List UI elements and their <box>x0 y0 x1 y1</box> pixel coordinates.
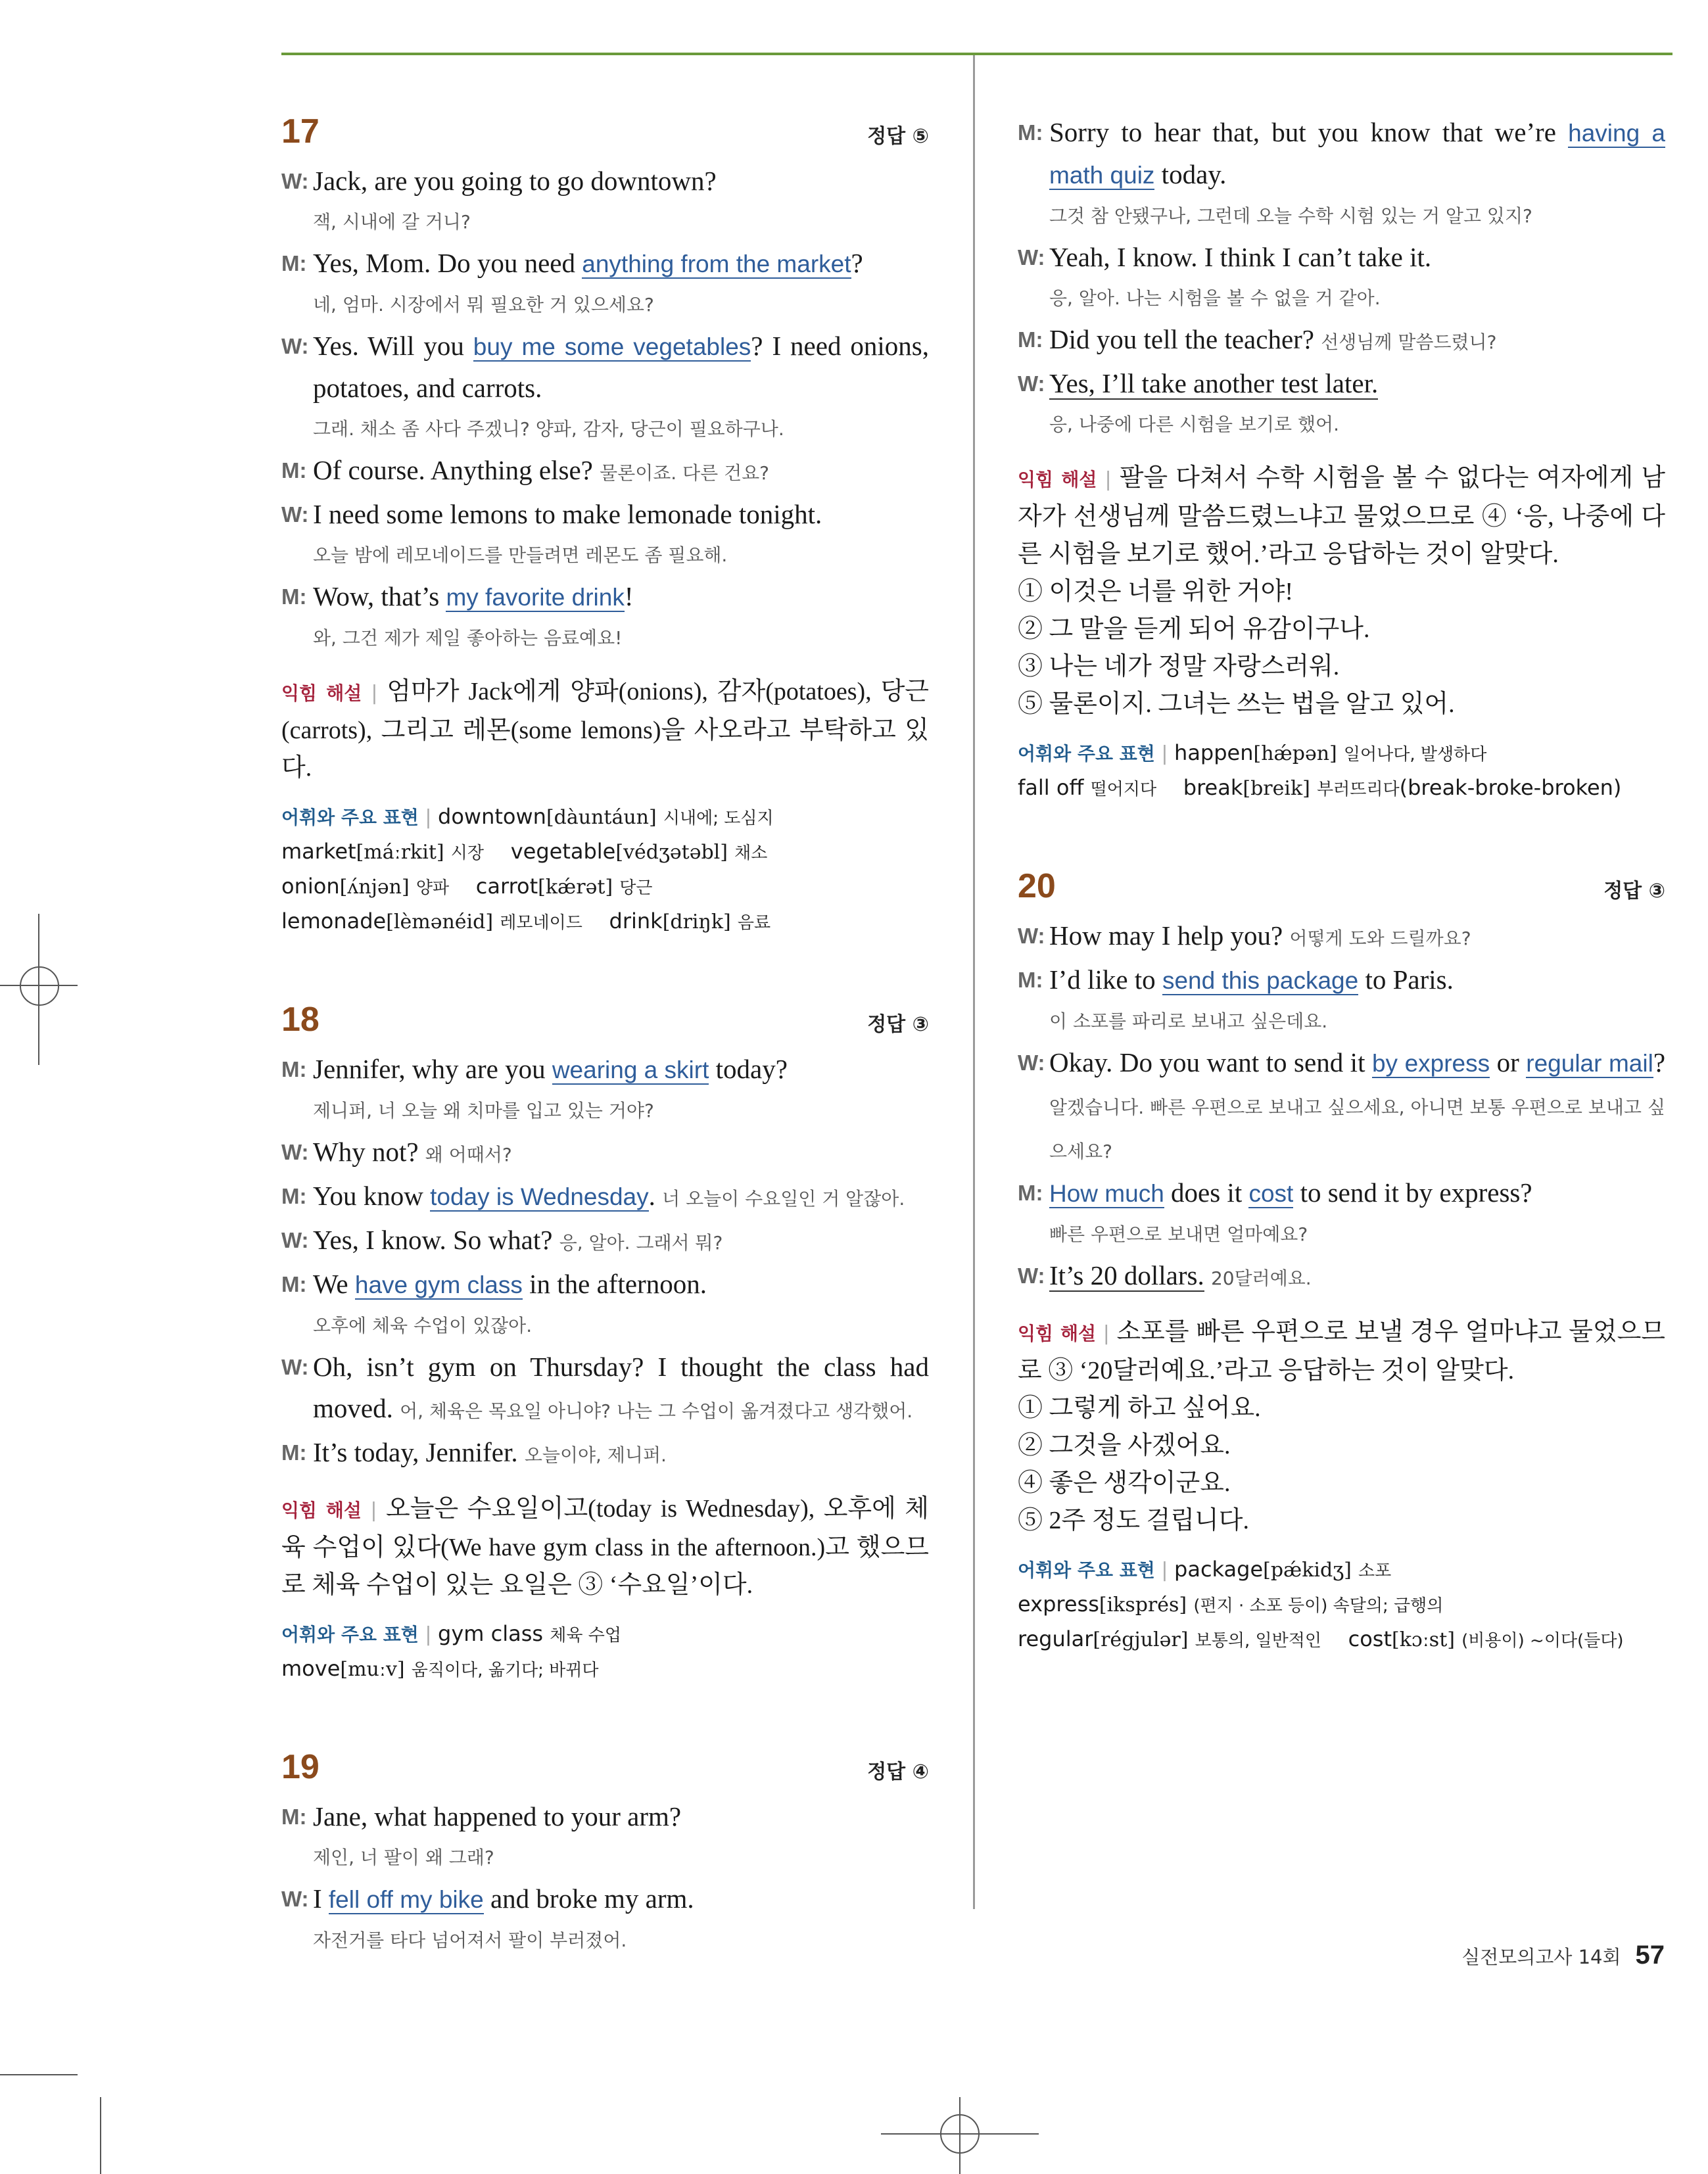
blank-answer: have gym class <box>354 1271 523 1298</box>
question-19-continued <box>1018 112 1665 806</box>
question-number: 18 <box>281 1001 320 1039</box>
korean-translation: 응, 알아. 나는 시험을 볼 수 없을 거 같아. <box>1049 287 1381 309</box>
vocabulary: 어휘와 주요 표현 | downtown[dàuntáun] 시내에; 도심지 market[máːrkit] 시장 vegetable[védʒətəbl] 채소 onion[ʌ́njən] 양파 carrot[kǽrət] 당근 lemonade[lèmənéid] 레모네이드 drink[driŋk] 음료 <box>281 804 774 933</box>
dialogue-line: W: Jack, are you going to go downtown? <box>281 166 717 196</box>
dialogue-line: M: We have gym class in the afternoon. <box>281 1269 707 1299</box>
dialogue-line: W: Okay. Do you want to send it by express or regular mail? 알겠습니다. 빠른 우편으로 보내고 싶으세요, 아니면 보통 우편으로 보내고 싶으세요? <box>1018 1047 1666 1162</box>
dialogue-line: M: Yes, Mom. Do you need anything from the market? <box>281 248 863 278</box>
korean-translation: 그래. 채소 좀 사다 주겠니? 양파, 감자, 당근이 필요하구나. <box>313 418 784 440</box>
blank-answer: my favorite drink <box>446 584 625 611</box>
page-number: 57 <box>1635 1941 1665 1970</box>
dialogue-line: W: Yes, I’ll take another test later. <box>1018 368 1379 398</box>
answer-key: 정답 ③ <box>867 1013 929 1036</box>
blank-answer: anything from the market <box>582 250 851 277</box>
vocabulary: 어휘와 주요 표현 | gym class 체육 수업 move[muːv] 움직이다, 옮기다; 바뀌다 <box>281 1621 621 1681</box>
dialogue-line: W: Oh, isn’t gym on Thursday? I thought the class had moved. 어, 체육은 목요일 아니야? 나는 그 수업이 옮겨졌다고 생각했어. <box>281 1352 929 1423</box>
blank-answer: fell off my bike <box>328 1886 484 1913</box>
korean-translation: 응, 나중에 다른 시험을 보기로 했어. <box>1049 414 1339 435</box>
korean-translation: 잭, 시내에 갈 거니? <box>313 211 471 233</box>
right-column <box>1018 112 1665 1718</box>
blank-answer: by express <box>1371 1050 1490 1077</box>
footer-label: 실전모의고사 14회 <box>1461 1946 1621 1968</box>
blank-answer: wearing a skirt <box>552 1056 709 1083</box>
page-footer <box>1461 1941 1665 1970</box>
explanation: 익힘 해설 | 소포를 빠른 우편으로 보낼 경우 얼마냐고 물었으므로 ③ ‘20달러예요.’라고 응답하는 것이 알맞다. <box>1018 1318 1665 1384</box>
dialogue-line: M: It’s today, Jennifer. 오늘이야, 제니퍼. <box>281 1437 667 1467</box>
dialogue-line: W: Yes, I know. So what? 응, 알아. 그래서 뭐? <box>281 1225 723 1255</box>
blank-answer: send this package <box>1162 967 1359 994</box>
blank-answer: today is Wednesday <box>430 1183 649 1210</box>
dialogue-line: W: Yeah, I know. I think I can’t take it. <box>1018 242 1432 272</box>
dialogue-line: M: Sorry to hear that, but you know that we’re having a math quiz today. <box>1018 117 1665 189</box>
answer-sentence: Yes, I’ll take another test later. <box>1049 368 1379 398</box>
blank-answer: having a math quiz <box>1049 120 1665 189</box>
dialogue-line: W: Yes. Will you buy me some vegetables? I need onions, potatoes, and carrots. <box>281 331 930 403</box>
dialogue-line: M: Did you tell the teacher? 선생님께 말씀드렸니? <box>1018 324 1497 354</box>
korean-translation: 이 소포를 파리로 보내고 싶은데요. <box>1049 1010 1328 1032</box>
dialogue-line: W: It’s 20 dollars. 20달러예요. <box>1018 1260 1312 1290</box>
dialogue-line: W: Why not? 왜 어때서? <box>281 1137 512 1167</box>
dialogue-line: M: You know today is Wednesday. 너 오늘이 수요일인 거 알잖아. <box>281 1181 905 1211</box>
vocabulary: 어휘와 주요 표현 | happen[hǽpən] 일어나다, 발생하다 fall off 떨어지다 break[breik] 부러뜨리다(break-broke-broken) <box>1018 740 1622 800</box>
dialogue-line: W: I fell off my bike and broke my arm. <box>281 1883 694 1914</box>
question-20 <box>1018 866 1665 1657</box>
dialogue-line: M: Wow, that’s my favorite drink! <box>281 581 634 611</box>
korean-translation: 오후에 체육 수업이 있잖아. <box>313 1315 533 1336</box>
option-item: ② 그 말을 듣게 되어 유감이구나. <box>1018 615 1370 643</box>
dialogue-line: M: How much does it cost to send it by express? <box>1018 1177 1532 1208</box>
question-18 <box>281 1000 929 1687</box>
option-item: ⑤ 2주 정도 걸립니다. <box>1018 1507 1249 1534</box>
dialogue-line: W: I need some lemons to make lemonade tonight. <box>281 499 822 529</box>
korean-translation: 제니퍼, 너 오늘 왜 치마를 입고 있는 거야? <box>313 1100 654 1122</box>
korean-translation: 오늘 밤에 레모네이드를 만들려면 레몬도 좀 필요해. <box>313 544 728 566</box>
answer-key: 정답 ④ <box>867 1760 929 1784</box>
option-item: ① 그렇게 하고 싶어요. <box>1018 1394 1261 1422</box>
blank-answer: cost <box>1248 1180 1294 1207</box>
registration-circle <box>20 966 59 1006</box>
korean-translation: 제인, 너 팔이 왜 그래? <box>313 1847 494 1868</box>
dialogue-line: M: I’d like to send this package to Paris. <box>1018 964 1454 995</box>
question-17 <box>281 112 929 939</box>
option-item: ④ 좋은 생각이군요. <box>1018 1469 1231 1497</box>
blank-answer: regular mail <box>1526 1050 1653 1077</box>
blank-answer: buy me some vegetables <box>473 333 751 360</box>
dialogue-line: M: Jane, what happened to your arm? <box>281 1801 682 1831</box>
option-item: ① 이것은 너를 위한 거야! <box>1018 578 1294 605</box>
explanation: 익힘 해설 | 팔을 다쳐서 수학 시험을 볼 수 없다는 여자에게 남자가 선생님께 말씀드렸느냐고 물었으므로 ④ ‘응, 나중에 다른 시험을 보기로 했어.’라고 응답하는 것이 알맞다. <box>1018 464 1665 568</box>
left-column <box>281 112 929 2021</box>
option-item: ⑤ 물론이지. 그녀는 쓰는 법을 알고 있어. <box>1018 690 1455 718</box>
korean-translation: 네, 엄마. 시장에서 뭐 필요한 거 있으세요? <box>313 294 654 316</box>
explanation: 익힘 해설 | 오늘은 수요일이고(today is Wednesday), 오후에 체육 수업이 있다(We have gym class in the afternoon.)고 했으므로 체육 수업이 있는 요일은 ③ ‘수요일’이다. <box>281 1495 929 1599</box>
dialogue-line: W: How may I help you? 어떻게 도와 드릴까요? <box>1018 920 1471 951</box>
korean-translation: 자전거를 타다 넘어져서 팔이 부러졌어. <box>313 1929 627 1951</box>
korean-translation: 빠른 우편으로 보내면 얼마예요? <box>1049 1223 1308 1245</box>
vocabulary: 어휘와 주요 표현 | package[pǽkidʒ] 소포 express[iksprés] (편지 · 소포 등이) 속달의; 급행의 regular[régjulər] 보통의, 일반적인 cost[kɔːst] (비용이) ~이다(들다) <box>1018 1557 1624 1651</box>
korean-translation: 와, 그건 제가 제일 좋아하는 음료예요! <box>313 627 623 649</box>
blank-answer: How much <box>1049 1180 1164 1207</box>
question-19 <box>281 1747 929 1961</box>
answer-key: 정답 ③ <box>1603 880 1665 903</box>
crop-mark <box>0 2074 78 2075</box>
registration-circle <box>940 2114 980 2154</box>
dialogue-line: M: Jennifer, why are you wearing a skirt today? <box>281 1054 788 1084</box>
option-item: ③ 나는 네가 정말 자랑스러워. <box>1018 653 1340 680</box>
answer-key: 정답 ⑤ <box>867 125 929 148</box>
answer-sentence: It’s 20 dollars. <box>1049 1260 1204 1290</box>
korean-translation: 그것 참 안됐구나, 그런데 오늘 수학 시험 있는 거 알고 있지? <box>1049 205 1532 227</box>
option-item: ② 그것을 사겠어요. <box>1018 1432 1231 1459</box>
question-number: 17 <box>281 112 320 151</box>
question-number: 20 <box>1018 867 1056 905</box>
explanation: 익힘 해설 | 엄마가 Jack에게 양파(onions), 감자(potatoes), 당근(carrots), 그리고 레몬(some lemons)을 사오라고 부탁하고 있다. <box>281 678 929 782</box>
top-rule <box>281 53 1672 55</box>
crop-mark <box>100 2097 101 2174</box>
dialogue-line: M: Of course. Anything else? 물론이죠. 다른 건요? <box>281 455 770 485</box>
question-number: 19 <box>281 1748 320 1786</box>
column-divider <box>973 55 975 1909</box>
